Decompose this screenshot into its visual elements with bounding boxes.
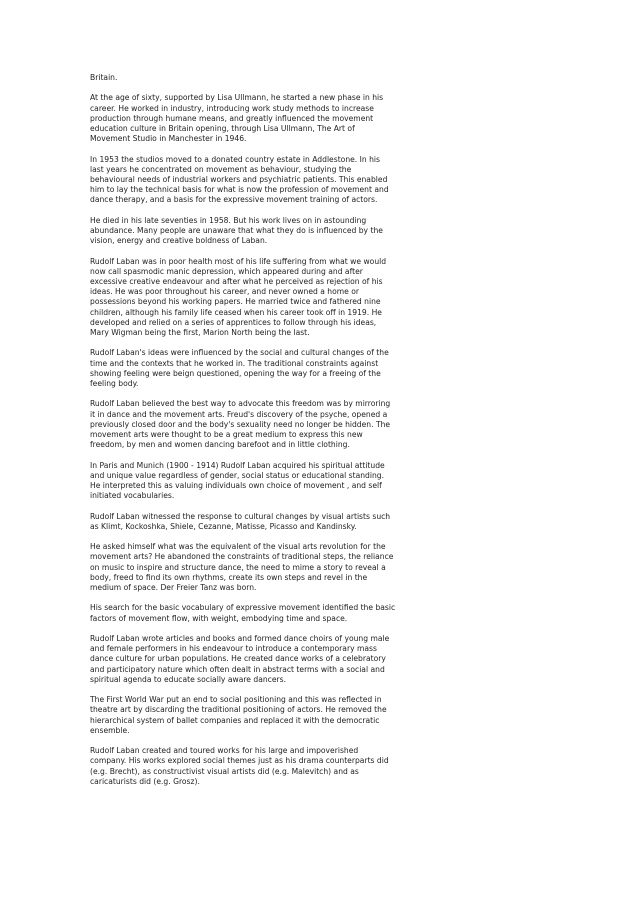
paragraph: In Paris and Munich (1900 - 1914) Rudolf Laban acquired his spiritual attitude and unique value regardless of gender, social status or educational standing. He interpreted this as valuing individuals own choice of movement , and self initiated vocabularies. [90, 460, 385, 501]
paragraph: Rudolf Laban believed the best way to advocate this freedom was by mirroring it in dance and the movement arts. Freud's discovery of the psyche, opened a previously closed door and the body's sexuality need no longer be hidden. The movement arts were thought to be a great medium to express this new freedom, by men and women dancing barefoot and in little clothing. [90, 399, 391, 450]
paragraph: Britain. [90, 73, 118, 82]
paragraph: He died in his late seventies in 1958. But his work lives on in astounding abundance. Many people are unaware that what they do is influenced by the vision, energy and creative boldness of Laban. [90, 215, 383, 246]
paragraph: In 1953 the studios moved to a donated country estate in Addlestone. In his last years he concentrated on movement as behaviour, studying the behavioural needs of industrial workers and psychiatric patients. This enabled him to lay the technical basis for what is now the profession of movement and dance therapy, and a basis for the expressive movement training of actors. [90, 154, 389, 205]
paragraph: His search for the basic vocabulary of expressive movement identified the basic factors of movement flow, with weight, embodying time and space. [90, 603, 396, 623]
paragraph: Rudolf Laban witnessed the response to cultural changes by visual artists such as Klimt, Kockoshka, Shiele, Cezanne, Matisse, Picasso and Kandinsky. [90, 511, 391, 531]
paragraph: Rudolf Laban was in poor health most of his life suffering from what we would now call spasmodic manic depression, which appeared during and after excessive creative endeavour and after what he perceived as rejection of his ideas. He was poor throughout his career, and never owned a home or possessions beyond his working papers. He married twice and fathered nine children, although his family life ceased when his career took off in 1919. He developed and relied on a series of apprentices to follow through his ideas, Mary Wigman being the first, Marion North being the last. [90, 256, 387, 338]
paragraph: Rudolf Laban wrote articles and books and formed dance choirs of young male and female performers in his endeavour to introduce a contemporary mass dance culture for urban populations. He created dance works of a celebratory and participatory nature which often dealt in abstract terms with a social and spiritual agenda to educate socially aware dancers. [90, 634, 390, 684]
paragraph: The First World War put an end to social positioning and this was reflected in theatre art by discarding the traditional positioning of actors. He removed the hierarchical system of ballet companies and replaced it with the democratic ensemble. [90, 695, 387, 735]
paragraph: Rudolf Laban's ideas were influenced by the social and cultural changes of the time and the contexts that he worked in. The traditional constraints against showing feeling were beign questioned, opening the way for a freeing of the feeling body. [90, 348, 389, 389]
paragraph: At the age of sixty, supported by Lisa Ullmann, he started a new phase in his career. He worked in industry, introducing work study methods to increase production through humane means, and greatly influenced the movement education culture in Britain opening, through Lisa Ullmann, The Art of Movement Studio in Manchester in 1946. [90, 93, 384, 144]
paragraph: Rudolf Laban created and toured works for his large and impoverished company. His works explored social themes just as his drama counterparts did (e.g. Brecht), as constructivist visual artists did (e.g. Malevitch) and as caricaturists did (e.g. Grosz). [90, 746, 389, 786]
paragraph: He asked himself what was the equivalent of the visual arts revolution for the movement arts? He abandoned the constraints of traditional steps, the reliance on music to inspire and structure dance, the need to mime a story to reveal a body, freed to find its own rhythms, create its own steps and revel in the medium of space. Der Freier Tanz was born. [90, 542, 394, 593]
document-page [90, 73, 396, 797]
